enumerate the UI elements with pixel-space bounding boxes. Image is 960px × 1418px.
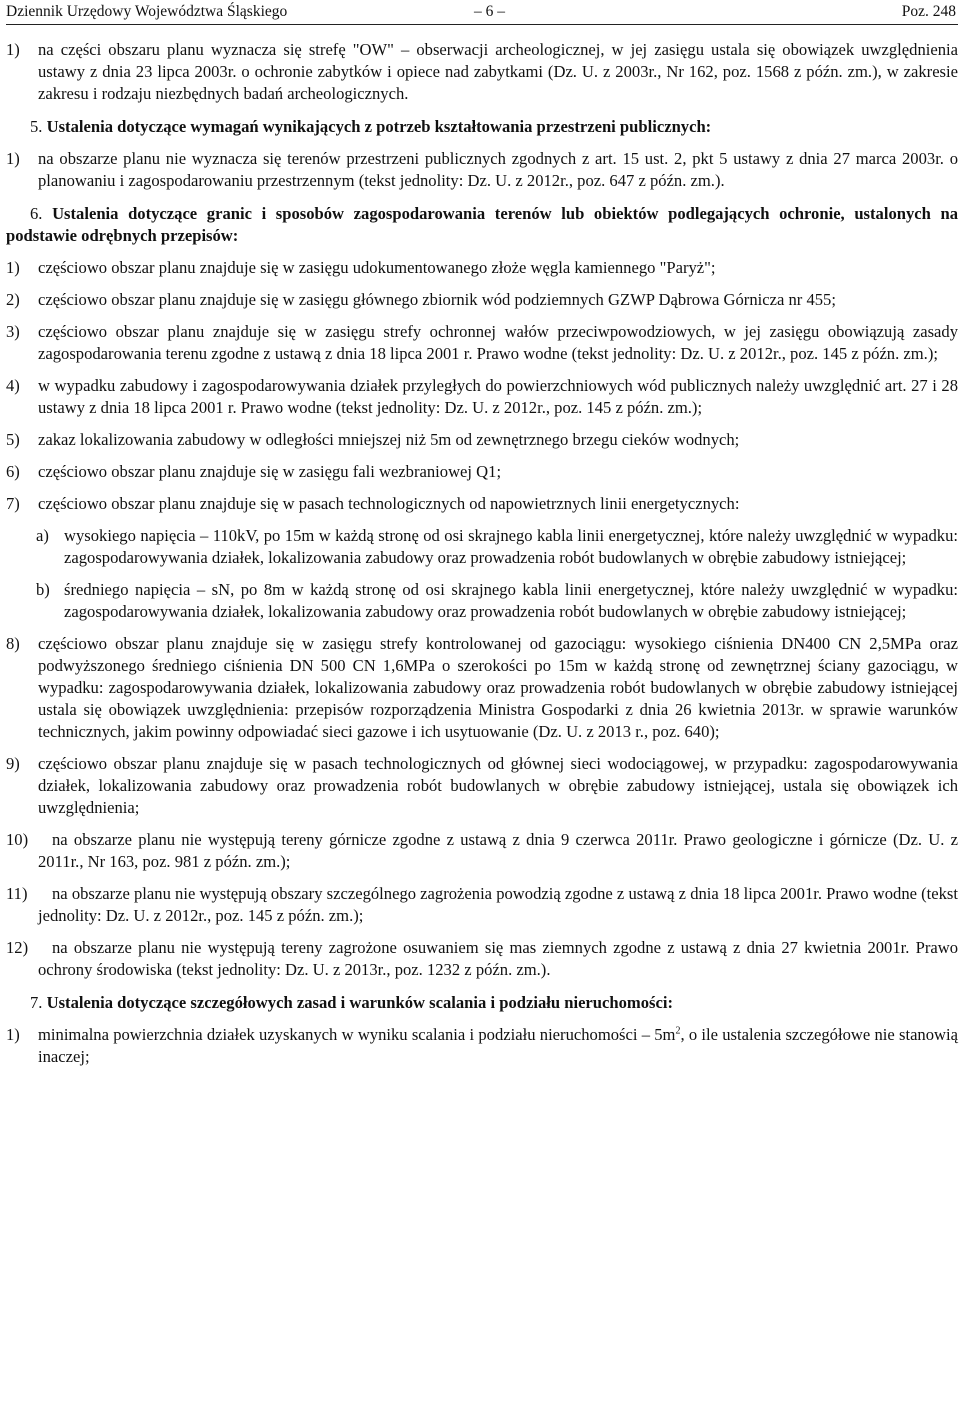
item-number: 11) [6, 884, 28, 903]
item-text: częściowo obszar planu znajduje się w pasach technologicznych od głównej sieci wodociągowej, w przypadku: zagospodarowywania działek, lokalizowania zabudowy oraz prowadzenia robót budowlanych w obrębie zabudowy istniejącej, ustala się obowiązek ich uwzględnienia; [38, 754, 958, 817]
sec6-item-7a [6, 525, 958, 569]
sec4-item-1 [6, 39, 958, 105]
item-number: 1) [6, 258, 20, 277]
subitem-text: wysokiego napięcia – 110kV, po 15m w każdą stronę od osi skrajnego kabla linii energetycznej, które należy uwzględnić w wypadku: zagospodarowywania działek, lokalizowania zabudowy oraz prowadzenia robót budowlanych w obrębie zabudowy istniejącej; [64, 526, 958, 567]
sec5-item-1 [6, 148, 958, 192]
section-title: Ustalenia dotyczące granic i sposobów zagospodarowania terenów lub obiektów podlegających ochronie, ustalonych na podstawie odrębnych przepisów: [6, 204, 958, 245]
item-number: 9) [6, 754, 20, 773]
item-number: 8) [6, 634, 20, 653]
section-number: 5. [30, 117, 43, 136]
item-text-part: minimalna powierzchnia działek uzyskanych w wyniku scalania i podziału nieruchomości – 5m [38, 1025, 676, 1044]
item-text: częściowo obszar planu znajduje się w zasięgu strefy ochronnej wałów przeciwpowodziowych, w jej zasięgu obowiązują zasady zagospodarowania terenu zgodne z ustawą z dnia 18 lipca 2001 r. Prawo wodne (tekst jednolity: Dz. U. z 2012r., poz. 145 z późn. zm.); [38, 322, 958, 363]
sec6-item-12 [6, 937, 958, 981]
page-header [6, 0, 958, 25]
item-number: 1) [6, 149, 20, 168]
item-number: 1) [6, 1025, 20, 1044]
page-number: – 6 – [474, 3, 505, 20]
subitem-letter: b) [36, 580, 50, 599]
document-body [6, 39, 958, 1068]
item-text: częściowo obszar planu znajduje się w zasięgu udokumentowanego złoże węgla kamiennego "Paryż"; [38, 258, 716, 277]
sec6-item-7 [6, 493, 958, 515]
item-text: częściowo obszar planu znajduje się w zasięgu strefy kontrolowanej od gazociągu: wysokiego ciśnienia DN400 CN 2,5MPa oraz podwyższonego średniego ciśnienia DN 500 CN 1,6MPa o szerokości po 15m w każdą stronę od zewnętrznej ściany gazociągu, w wypadku: zagospodarowywania działek, lokalizowania zabudowy oraz prowadzenia robót budowlanych w obrębie zabudowy istniejącej ustala się obowiązek uwzględnienia: przepisów rozporządzenia Ministra Gospodarki z dnia 26 kwietnia 2013r. w sprawie warunków technicznych, jakim powinny odpowiadać sieci gazowe i ich usytuowanie (Dz. U. z 2013 r., poz. 640); [38, 634, 958, 741]
item-text: na obszarze planu nie występują tereny zagrożone osuwaniem się mas ziemnych zgodne z ustawą z dnia 27 kwietnia 2001r. Prawo ochrony środowiska (tekst jednolity: Dz. U. z 2013r., poz. 1232 z późn. zm.). [38, 938, 958, 979]
item-number: 4) [6, 376, 20, 395]
section-number: 7. [30, 993, 43, 1012]
item-text: na obszarze planu nie wyznacza się terenów przestrzeni publicznych zgodnych z art. 15 ust. 2, pkt 5 ustawy z dnia 27 marca 2003r. o planowaniu i zagospodarowaniu przestrzennym (tekst jednolity: Dz. U. z 2012r., poz. 647 z późn. zm.). [38, 149, 958, 190]
section-6-heading [6, 203, 958, 247]
sec6-item-7b [6, 579, 958, 623]
sec6-item-4 [6, 375, 958, 419]
section-title: Ustalenia dotyczące wymagań wynikających z potrzeb kształtowania przestrzeni publicznych: [46, 117, 712, 136]
item-text [38, 1024, 958, 1068]
sec6-item-2 [6, 289, 958, 311]
journal-title: Dziennik Urzędowy Województwa Śląskiego [6, 3, 288, 20]
sec6-item-1 [6, 257, 958, 279]
item-number: 5) [6, 430, 20, 449]
superscript: 2 [675, 1025, 681, 1037]
section-7-heading [6, 992, 958, 1014]
item-number: 6) [6, 462, 20, 481]
section-5-heading [6, 116, 958, 138]
item-text: w wypadku zabudowy i zagospodarowywania działek przyległych do powierzchniowych wód publicznych należy uwzględnić art. 27 i 28 ustawy z dnia 18 lipca 2001 r. Prawo wodne (tekst jednolity: Dz. U. z 2012r., poz. 145 z późn. zm.); [38, 376, 958, 417]
item-text: zakaz lokalizowania zabudowy w odległości mniejszej niż 5m od zewnętrznego brzegu cieków wodnych; [38, 430, 740, 449]
item-text: częściowo obszar planu znajduje się w zasięgu głównego zbiornik wód podziemnych GZWP Dąbrowa Górnicza nr 455; [38, 290, 836, 309]
item-number: 7) [6, 494, 20, 513]
sec6-item-11 [6, 883, 958, 927]
item-text: częściowo obszar planu znajduje się w pasach technologicznych od napowietrznych linii energetycznych: [38, 494, 740, 513]
sec6-item-10 [6, 829, 958, 873]
section-number: 6. [30, 204, 43, 223]
sec6-item-5 [6, 429, 958, 451]
subitem-text: średniego napięcia – sN, po 8m w każdą stronę od osi skrajnego kabla linii energetycznej, które należy uwzględnić w wypadku: zagospodarowywania działek, lokalizowania zabudowy oraz prowadzenia robót budowlanych w obrębie zabudowy istniejącej; [64, 580, 958, 621]
item-text: na obszarze planu nie występują obszary szczególnego zagrożenia powodzią zgodne z ustawą z dnia 18 lipca 2001r. Prawo wodne (tekst jednolity: Dz. U. z 2012r., poz. 145 z późn. zm.); [38, 884, 958, 925]
sec6-item-6 [6, 461, 958, 483]
position-number: Poz. 248 [901, 3, 956, 20]
item-text-part: , o ile ustalenia szczegółowe nie stanowią inaczej; [38, 1025, 958, 1066]
item-number: 2) [6, 290, 20, 309]
item-number: 12) [6, 938, 29, 957]
item-text: na części obszaru planu wyznacza się strefę "OW" – obserwacji archeologicznej, w jej zasięgu ustala się obowiązek uwzględnienia ustawy z dnia 23 lipca 2003r. o ochronie zabytków i opiece nad zabytkami (Dz. U. z 2003r., Nr 162, poz. 1568 z późn. zm.), w zakresie zakresu i rodzaju niezbędnych badań archeologicznych. [38, 40, 958, 103]
sec6-item-9 [6, 753, 958, 819]
item-text: na obszarze planu nie występują tereny górnicze zgodne z ustawą z dnia 9 czerwca 2011r. Prawo geologiczne i górnicze (Dz. U. z 2011r., Nr 163, poz. 981 z późn. zm.); [38, 830, 958, 871]
item-text: częściowo obszar planu znajduje się w zasięgu fali wezbraniowej Q1; [38, 462, 502, 481]
item-number: 10) [6, 830, 29, 849]
sec6-item-8 [6, 633, 958, 743]
item-number: 3) [6, 322, 20, 341]
section-title: Ustalenia dotyczące szczegółowych zasad i warunków scalania i podziału nieruchomości: [46, 993, 673, 1012]
sec6-item-3 [6, 321, 958, 365]
subitem-letter: a) [36, 526, 49, 545]
sec7-item-1 [6, 1024, 958, 1068]
item-number: 1) [6, 40, 20, 59]
